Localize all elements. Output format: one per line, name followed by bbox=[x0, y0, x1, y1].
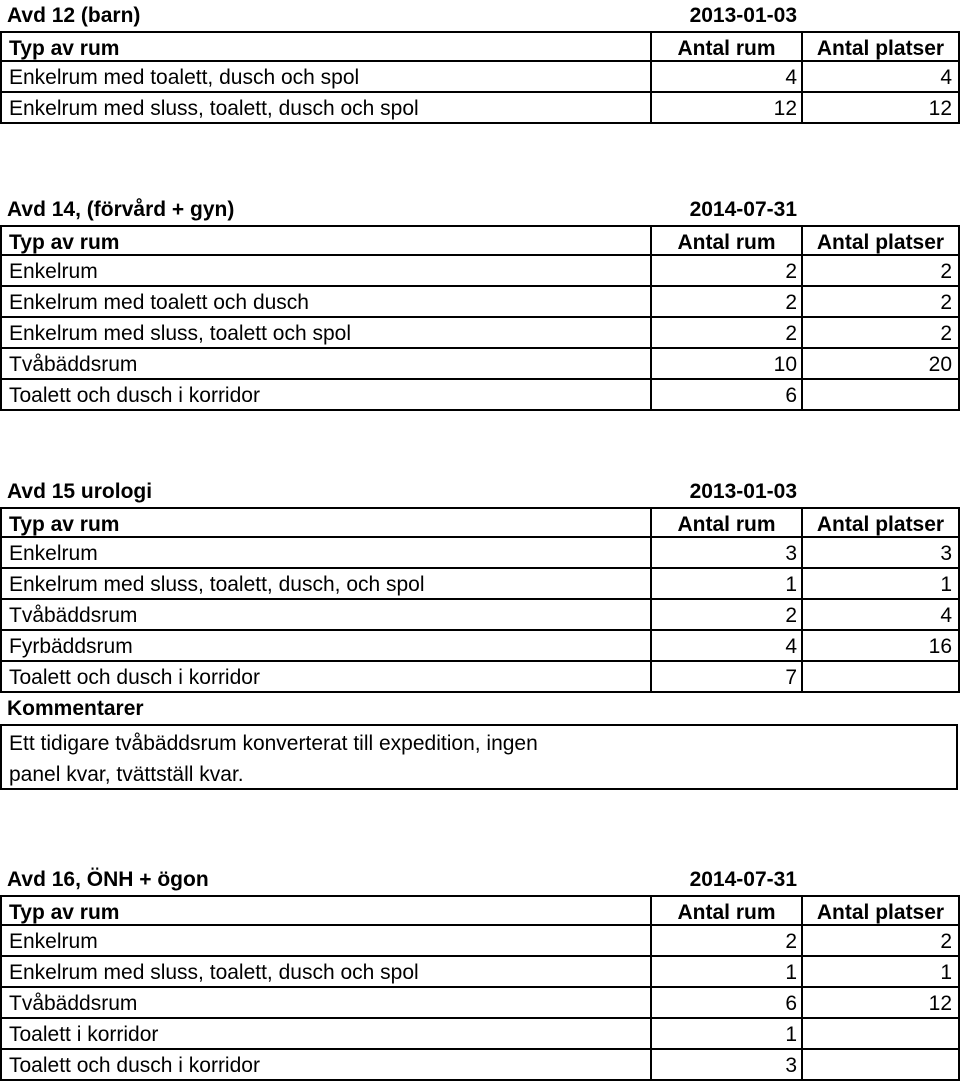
table-header-row bbox=[2, 895, 960, 926]
header-type: Typ av rum bbox=[2, 33, 652, 60]
cell-type: Toalett och dusch i korridor bbox=[2, 662, 652, 691]
cell-type: Toalett och dusch i korridor bbox=[2, 380, 652, 409]
header-rooms: Antal rum bbox=[652, 897, 803, 924]
header-rooms: Antal rum bbox=[652, 33, 803, 60]
header-type: Typ av rum bbox=[2, 897, 652, 924]
table-header-row bbox=[2, 225, 960, 256]
section-title: Avd 14, (förvård + gyn) bbox=[7, 198, 235, 221]
cell-type: Fyrbäddsrum bbox=[2, 631, 652, 660]
table-row bbox=[2, 662, 960, 693]
table-row bbox=[2, 1019, 960, 1050]
header-places: Antal platser bbox=[803, 509, 960, 536]
table-row bbox=[2, 256, 960, 287]
comments-box bbox=[0, 724, 958, 790]
room-table bbox=[0, 31, 960, 124]
cell-type: Enkelrum med sluss, toalett, dusch och spol bbox=[2, 93, 652, 122]
section-date: 2014-07-31 bbox=[689, 198, 797, 221]
table-row bbox=[2, 631, 960, 662]
cell-type: Enkelrum bbox=[2, 926, 652, 955]
table-row bbox=[2, 569, 960, 600]
header-places: Antal platser bbox=[803, 227, 960, 254]
header-type: Typ av rum bbox=[2, 509, 652, 536]
cell-rooms: 10 bbox=[652, 349, 803, 378]
section-title-row bbox=[0, 864, 960, 895]
cell-type: Enkelrum med sluss, toalett, dusch, och spol bbox=[2, 569, 652, 598]
section-title: Avd 16, ÖNH + ögon bbox=[7, 868, 209, 891]
header-type: Typ av rum bbox=[2, 227, 652, 254]
table-row bbox=[2, 318, 960, 349]
header-places: Antal platser bbox=[803, 897, 960, 924]
table-row bbox=[2, 380, 960, 411]
section-date: 2013-01-03 bbox=[689, 4, 797, 27]
section-title: Avd 12 (barn) bbox=[7, 4, 141, 27]
cell-rooms: 3 bbox=[652, 538, 803, 567]
table-header-row bbox=[2, 31, 960, 62]
cell-places: 12 bbox=[803, 988, 960, 1017]
table-row bbox=[2, 600, 960, 631]
table-row bbox=[2, 349, 960, 380]
section-title: Avd 15 urologi bbox=[7, 480, 153, 503]
cell-rooms: 6 bbox=[652, 380, 803, 409]
cell-places: 4 bbox=[803, 600, 960, 629]
cell-places: 4 bbox=[803, 62, 960, 91]
cell-type: Tvåbäddsrum bbox=[2, 600, 652, 629]
comments-label: Kommentarer bbox=[7, 697, 144, 720]
cell-rooms: 2 bbox=[652, 926, 803, 955]
cell-rooms: 6 bbox=[652, 988, 803, 1017]
cell-rooms: 1 bbox=[652, 957, 803, 986]
table-row bbox=[2, 957, 960, 988]
cell-type: Tvåbäddsrum bbox=[2, 349, 652, 378]
section-title-row bbox=[0, 476, 960, 507]
table-row bbox=[2, 538, 960, 569]
cell-places bbox=[803, 662, 960, 691]
table-row bbox=[2, 988, 960, 1019]
cell-type: Enkelrum med toalett, dusch och spol bbox=[2, 62, 652, 91]
cell-rooms: 7 bbox=[652, 662, 803, 691]
cell-places: 3 bbox=[803, 538, 960, 567]
room-table bbox=[0, 895, 960, 1081]
header-rooms: Antal rum bbox=[652, 227, 803, 254]
cell-rooms: 2 bbox=[652, 287, 803, 316]
cell-places bbox=[803, 1019, 960, 1048]
room-table bbox=[0, 225, 960, 411]
cell-rooms: 1 bbox=[652, 569, 803, 598]
table-header-row bbox=[2, 507, 960, 538]
cell-places: 12 bbox=[803, 93, 960, 122]
cell-rooms: 2 bbox=[652, 256, 803, 285]
cell-rooms: 1 bbox=[652, 1019, 803, 1048]
cell-places bbox=[803, 1050, 960, 1079]
cell-places: 2 bbox=[803, 318, 960, 347]
cell-places: 2 bbox=[803, 926, 960, 955]
cell-places bbox=[803, 380, 960, 409]
header-rooms: Antal rum bbox=[652, 509, 803, 536]
cell-type: Toalett i korridor bbox=[2, 1019, 652, 1048]
cell-places: 1 bbox=[803, 957, 960, 986]
cell-rooms: 2 bbox=[652, 318, 803, 347]
cell-type: Toalett och dusch i korridor bbox=[2, 1050, 652, 1079]
cell-type: Enkelrum med sluss, toalett, dusch och spol bbox=[2, 957, 652, 986]
cell-places: 20 bbox=[803, 349, 960, 378]
table-row bbox=[2, 926, 960, 957]
section-date: 2013-01-03 bbox=[689, 480, 797, 503]
table-row bbox=[2, 93, 960, 124]
section-avd-16 bbox=[0, 864, 960, 1081]
cell-places: 2 bbox=[803, 287, 960, 316]
section-avd-12 bbox=[0, 0, 960, 124]
cell-rooms: 12 bbox=[652, 93, 803, 122]
section-date: 2014-07-31 bbox=[689, 868, 797, 891]
header-places: Antal platser bbox=[803, 33, 960, 60]
table-row bbox=[2, 287, 960, 318]
cell-places: 16 bbox=[803, 631, 960, 660]
cell-places: 1 bbox=[803, 569, 960, 598]
cell-type: Tvåbäddsrum bbox=[2, 988, 652, 1017]
cell-type: Enkelrum med toalett och dusch bbox=[2, 287, 652, 316]
table-row bbox=[2, 1050, 960, 1081]
cell-rooms: 4 bbox=[652, 62, 803, 91]
room-table bbox=[0, 507, 960, 693]
section-avd-14 bbox=[0, 194, 960, 411]
comment-line: Ett tidigare tvåbäddsrum konverterat till expedition, ingen bbox=[9, 732, 538, 755]
cell-rooms: 2 bbox=[652, 600, 803, 629]
comment-line: panel kvar, tvättställ kvar. bbox=[9, 763, 244, 786]
cell-type: Enkelrum bbox=[2, 538, 652, 567]
cell-rooms: 4 bbox=[652, 631, 803, 660]
cell-places: 2 bbox=[803, 256, 960, 285]
section-avd-15 bbox=[0, 476, 960, 790]
section-title-row bbox=[0, 0, 960, 31]
section-title-row bbox=[0, 194, 960, 225]
table-row bbox=[2, 62, 960, 93]
cell-type: Enkelrum bbox=[2, 256, 652, 285]
cell-type: Enkelrum med sluss, toalett och spol bbox=[2, 318, 652, 347]
cell-rooms: 3 bbox=[652, 1050, 803, 1079]
